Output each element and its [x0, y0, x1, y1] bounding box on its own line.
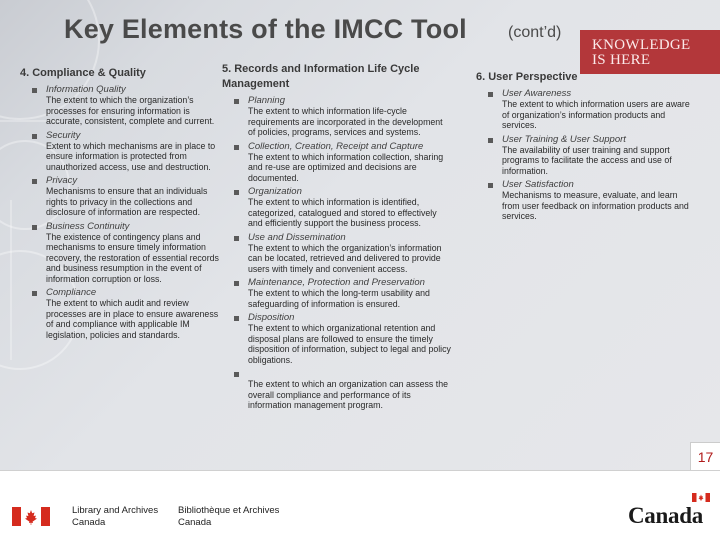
item-name: Organization	[248, 186, 302, 197]
list-item	[32, 287, 220, 340]
bullet-icon	[234, 372, 239, 377]
item-desc: The extent to which information collection, sharing and re-use are optimized and decisions are documented.	[248, 151, 444, 183]
item-desc: The extent to which the organization’s information can be located, retrieved and delivered to provide users with timely and convenient access.	[248, 242, 442, 274]
item-name: Privacy	[46, 175, 78, 186]
lac-fr-line2: Canada	[178, 516, 212, 528]
list-item	[488, 179, 694, 222]
lac-english-name	[72, 505, 158, 528]
canada-wordmark: Canada	[628, 503, 703, 528]
list-item	[488, 134, 694, 177]
item-name: User Awareness	[502, 88, 572, 99]
list-item	[234, 186, 452, 229]
item-name: Compliance	[46, 287, 97, 298]
item-desc: Extent to which mechanisms are in place to ensure information is protected from unauthorized access, use and destruction.	[46, 140, 216, 172]
list-item	[234, 141, 452, 184]
column-lifecycle-management	[222, 62, 452, 411]
canada-wordmark-flag-icon	[692, 493, 710, 502]
item-name: User Satisfaction	[502, 179, 574, 190]
badge-line-1: KNOWLEDGE	[592, 37, 691, 53]
page-number: 17	[690, 442, 720, 470]
bullet-icon	[32, 291, 37, 296]
item-desc: The extent to which audit and review processes are in place to ensure awareness of and compliance with applicable IM legislation, policies and standards.	[46, 298, 219, 340]
bullet-icon	[32, 179, 37, 184]
lac-fr-line1: Bibliothèque et Archives	[178, 505, 280, 516]
column-heading: 6. User Perspective	[476, 71, 578, 83]
item-name: Use and Dissemination	[248, 231, 346, 243]
item-name: Maintenance, Protection and Preservation	[248, 277, 425, 288]
item-desc: The extent to which information is identified, categorized, catalogued and stored to effectively and efficiently support the business process.	[248, 197, 437, 228]
item-desc: The existence of contingency plans and mechanisms to ensure timely information recovery, the restoration of essential records and business resumption in the event of information corruption or loss.	[46, 231, 219, 284]
item-name: Disposition	[248, 312, 295, 323]
bullet-icon	[234, 145, 239, 150]
item-desc: The extent to which the organization’s processes for ensuring information is accurate, consistent, complete and current.	[46, 95, 215, 126]
column-heading: 4. Compliance & Quality	[20, 67, 146, 79]
slide-title: Key Elements of the IMCC Tool	[64, 14, 467, 44]
bullet-icon	[234, 190, 239, 195]
lac-french-name	[178, 505, 279, 528]
item-name: User Training & User Support	[502, 133, 626, 145]
item-desc: The availability of user training and support programs to facilitate the access and use of information.	[502, 144, 672, 176]
list-item	[234, 277, 452, 309]
bullet-icon	[32, 225, 37, 230]
decorative-line	[10, 200, 12, 360]
bullet-icon	[234, 99, 239, 104]
item-desc: Mechanisms to ensure that an individuals rights to privacy in the collections and disclosure of information are respected.	[46, 186, 208, 217]
bullet-icon	[488, 138, 493, 143]
column-user-perspective	[476, 70, 694, 222]
item-name: Information Quality	[46, 84, 126, 95]
item-list	[20, 84, 220, 340]
list-item	[32, 84, 220, 127]
list-item	[234, 95, 452, 138]
bullet-icon	[32, 88, 37, 93]
item-desc: The extent to which an organization can assess the overall compliance and performance of its information management program.	[248, 379, 449, 410]
item-name: Security	[46, 129, 81, 141]
item-name: Collection, Creation, Receipt and Capture	[248, 140, 424, 152]
list-item	[234, 232, 452, 275]
bullet-icon	[32, 134, 37, 139]
footer	[0, 470, 720, 540]
list-item	[32, 221, 220, 285]
lac-en-line1: Library and Archives	[72, 505, 159, 516]
badge-line-2: IS HERE	[592, 52, 651, 68]
item-name: Planning	[248, 95, 285, 106]
knowledge-badge	[580, 30, 720, 74]
bullet-icon	[234, 281, 239, 286]
item-desc: The extent to which the long-term usability and safeguarding of information is ensured.	[248, 288, 430, 309]
item-desc: The extent to which organizational retention and disposal plans are followed to ensure the timely disposition of information, subject to legal and policy obligations.	[248, 323, 451, 365]
bullet-icon	[234, 316, 239, 321]
item-list	[476, 88, 694, 222]
bullet-icon	[234, 236, 239, 241]
list-item	[488, 88, 694, 131]
bullet-icon	[488, 183, 493, 188]
item-name	[248, 368, 452, 379]
item-desc: The extent to which information life-cycle requirements are incorporated in the development of policies, programs, services and systems.	[248, 106, 443, 137]
column-heading: 5. Records and Information Life Cycle Management	[222, 63, 420, 90]
column-compliance-quality	[20, 66, 220, 340]
list-item	[32, 175, 220, 218]
item-desc: The extent to which information users are aware of organization’s information products and services.	[502, 99, 690, 130]
list-item	[32, 130, 220, 173]
item-desc: Mechanisms to measure, evaluate, and learn from user feedback on information products and services.	[502, 190, 689, 221]
list-item	[234, 312, 452, 365]
list-item	[234, 368, 452, 411]
canada-flag-icon	[12, 507, 50, 526]
item-list	[222, 95, 452, 411]
continued-label: (cont’d)	[508, 24, 562, 41]
item-name: Business Continuity	[46, 220, 130, 232]
lac-en-line2: Canada	[72, 516, 106, 528]
bullet-icon	[488, 92, 493, 97]
